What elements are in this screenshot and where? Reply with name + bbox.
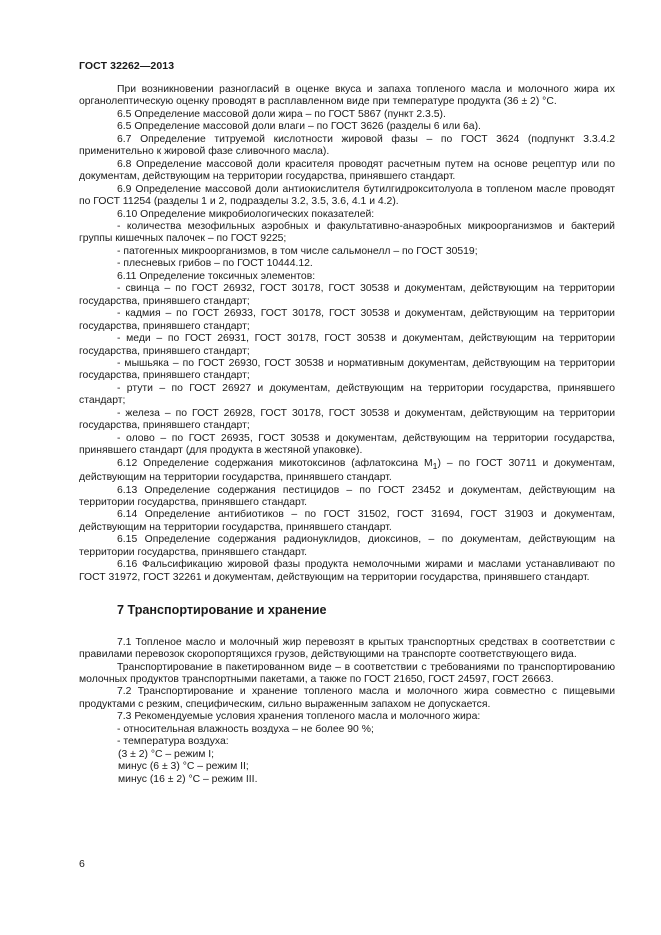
- list-item: - меди – по ГОСТ 26931, ГОСТ 30178, ГОСТ 30538 и документам, действующим на территории государства, принявшего стандарт;: [79, 333, 615, 357]
- text-run: 6.12 Определение содержания микотоксинов (афлатоксина М: [117, 457, 433, 469]
- subscript: 1: [432, 460, 438, 471]
- paragraph: 6.16 Фальсификацию жировой фазы продукта немолочными жирами и маслами устанавливают по ГОСТ 31972, ГОСТ 32261 и документам, действующим на территории государства, принявшего стандарт.: [79, 559, 615, 583]
- page-number: 6: [79, 858, 85, 870]
- list-item: - олово – по ГОСТ 26935, ГОСТ 30538 и документам, действующим на территории государства, принявшего стандарт (для продукта в жестяной упаковке).: [79, 432, 615, 457]
- temperature-mode: минус (16 ± 2) °С – режим III.: [118, 773, 258, 785]
- paragraph: 6.8 Определение массовой доли красителя проводят расчетным путем на основе рецептур или по документам, действующим на территории государства, принявшего стандарт.: [79, 158, 615, 183]
- paragraph: 6.14 Определение антибиотиков – по ГОСТ 31502, ГОСТ 31694, ГОСТ 31903 и документам, действующим на территории государства, принявшего стандарт.: [79, 509, 615, 533]
- list-item: - железа – по ГОСТ 26928, ГОСТ 30178, ГОСТ 30538 и документам, действующим на территории государства, принявшего стандарт;: [79, 407, 615, 432]
- temperature-mode: минус (6 ± 3) °С – режим II;: [118, 761, 249, 773]
- list-item: - мышьяка – по ГОСТ 26930, ГОСТ 30538 и нормативным документам, действующим на территории государства, принявшего стандарт;: [79, 357, 615, 382]
- paragraph: 6.15 Определение содержания радионуклидов, диоксинов, – по документам, действующим на территории государства, принявшего стандарт.: [79, 534, 615, 558]
- paragraph: 6.9 Определение массовой доли антиокислителя бутилгидрокситолуола в топленом масле проводят по ГОСТ 11254 (разделы 1 и 2, подразделы 3.2, 3.5, 3.6, 4.1 и 4.2).: [79, 183, 615, 208]
- paragraph: При возникновении разногласий в оценке вкуса и запаха топленого масла и молочного жира их органолептическую оценку проводят в расплавленном виде при температуре продукта (36 ± 2) °С.: [79, 84, 615, 108]
- document-body: [79, 84, 615, 786]
- list-item: - кадмия – по ГОСТ 26933, ГОСТ 30178, ГОСТ 30538 и документам, действующим на территории государства, принявшего стандарт;: [79, 308, 615, 332]
- list-item: - плесневых грибов – по ГОСТ 10444.12.: [117, 258, 313, 270]
- list-item: - температура воздуха:: [117, 736, 229, 748]
- list-item: - количества мезофильных аэробных и факультативно-анаэробных микроорганизмов и бактерий группы кишечных палочек – по ГОСТ 9225;: [79, 220, 615, 245]
- document-header-id: ГОСТ 32262—2013: [79, 60, 175, 72]
- paragraph: [79, 458, 615, 485]
- list-item: - относительная влажность воздуха – не более 90 %;: [117, 723, 374, 735]
- list-item: - патогенных микроорганизмов, в том числе сальмонелл – по ГОСТ 30519;: [117, 245, 478, 257]
- paragraph: 6.11 Определение токсичных элементов:: [117, 270, 316, 282]
- paragraph: 7.2 Транспортирование и хранение топленого масла и молочного жира совместно с пищевыми продуктами с резким, специфическим, сильно выраженным запахом не допускается.: [79, 686, 615, 710]
- paragraph: 7.1 Топленое масло и молочный жир перевозят в крытых транспортных средствах в соответствии с правилами перевозок скоропортящихся грузов, действующими на транспорте соответствующего вида.: [79, 636, 615, 661]
- section-heading: 7 Транспортирование и хранение: [117, 603, 327, 618]
- paragraph: 6.7 Определение титруемой кислотности жировой фазы – по ГОСТ 3624 (подпункт 3.3.4.2 применительно к жировой фазе сливочного масла).: [79, 133, 615, 158]
- list-item: - ртути – по ГОСТ 26927 и документам, действующим на территории государства, принявшего стандарт;: [79, 382, 615, 407]
- text-run: ) – по ГОСТ 30711 и документам, действующим на территории государства, принявшего стандарт.: [79, 457, 615, 484]
- paragraph: Транспортирование в пакетированном виде – в соответствии с требованиями по транспортированию молочных продуктов транспортными пакетами, а также по ГОСТ 21650, ГОСТ 24597, ГОСТ 26663.: [79, 661, 615, 686]
- temperature-mode: (3 ± 2) °С – режим I;: [118, 748, 215, 760]
- paragraph: 6.5 Определение массовой доли влаги – по ГОСТ 3626 (разделы 6 или 6а).: [117, 121, 481, 133]
- paragraph: 6.13 Определение содержания пестицидов – по ГОСТ 23452 и документам, действующим на территории государства, принявшего стандарт.: [79, 484, 615, 509]
- paragraph: 6.5 Определение массовой доли жира – по ГОСТ 5867 (пункт 2.3.5).: [117, 108, 446, 120]
- list-item: - свинца – по ГОСТ 26932, ГОСТ 30178, ГОСТ 30538 и документам, действующим на территории государства, принявшего стандарт;: [79, 283, 615, 307]
- paragraph: 7.3 Рекомендуемые условия хранения топленого масла и молочного жира:: [117, 711, 481, 723]
- paragraph: 6.10 Определение микробиологических показателей:: [117, 208, 375, 220]
